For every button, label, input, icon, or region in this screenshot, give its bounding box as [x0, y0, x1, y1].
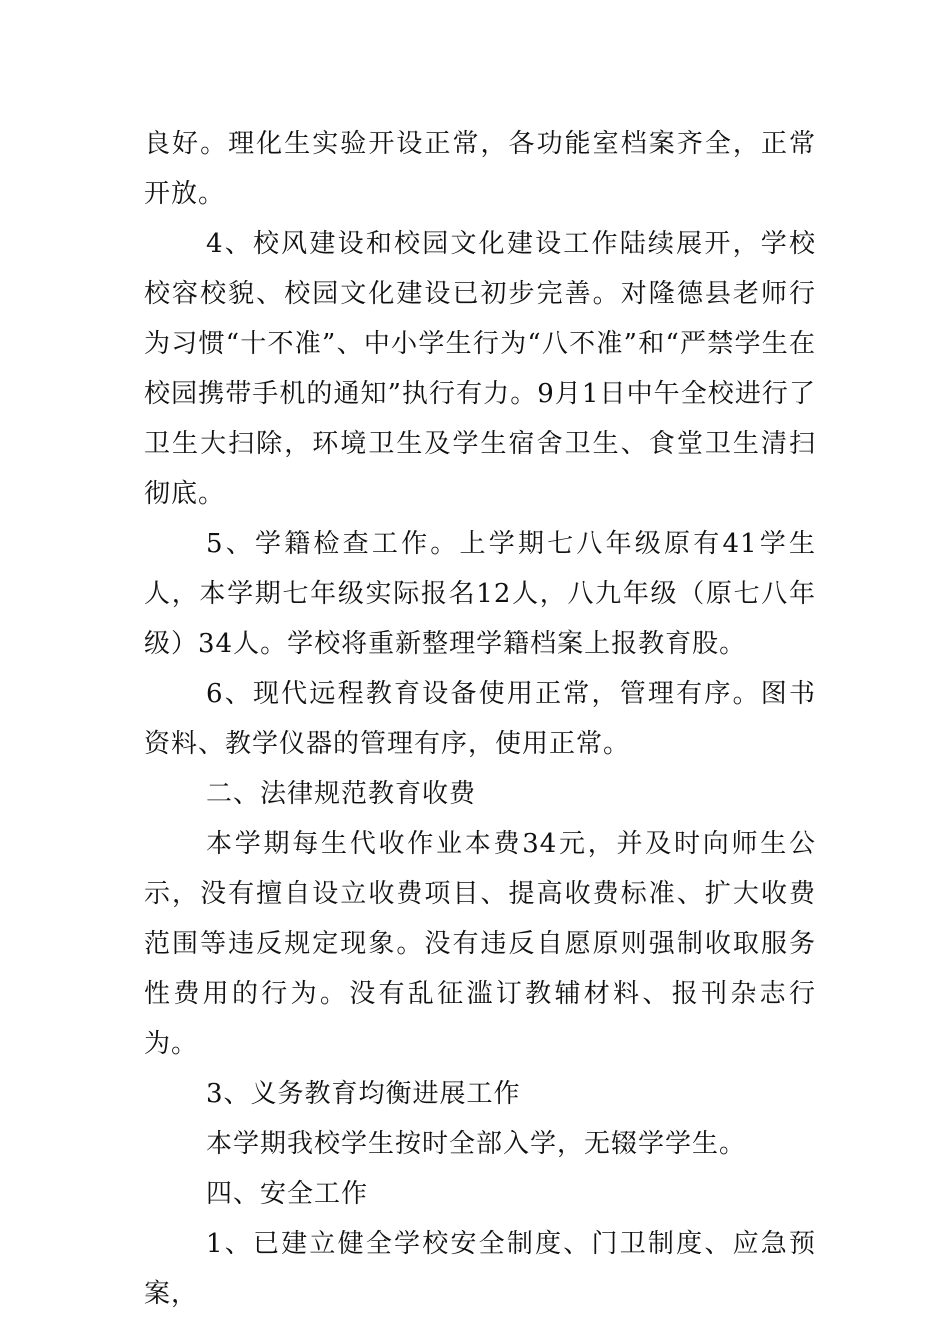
paragraph-remote-education: 6、现代远程教育设备使用正常，管理有序。图书资料、教学仪器的管理有序，使用正常。 — [144, 679, 816, 759]
paragraph-campus-culture: 4、校风建设和校园文化建设工作陆续展开，学校校容校貌、校园文化建设已初步完善。对隆德县老师行为习惯“十不准”、中小学生行为“八不准”和“严禁学生在校园携带手机的通知”执行有力。9月1日中午全校进行了卫生大扫除，环境卫生及学生宿舍卫生、食堂卫生清扫彻底。 — [144, 229, 816, 509]
section-heading-fees: 二、法律规范教育收费 — [206, 779, 477, 809]
paragraph-student-registry: 5、学籍检查工作。上学期七八年级原有41学生人，本学期七年级实际报名12人，八九年级（原七八年级）34人。学校将重新整理学籍档案上报教育股。 — [144, 529, 816, 659]
paragraph-enrollment: 本学期我校学生按时全部入学，无辍学学生。 — [206, 1129, 747, 1159]
section-heading-balanced-education: 3、义务教育均衡进展工作 — [206, 1079, 521, 1109]
section-heading-safety: 四、安全工作 — [206, 1179, 369, 1209]
paragraph-fees: 本学期每生代收作业本费34元，并及时向师生公示，没有擅自设立收费项目、提高收费标准、扩大收费范围等违反规定现象。没有违反自愿原则强制收取服务性费用的行为。没有乱征滥订教辅材料、报刊杂志行为。 — [144, 829, 816, 1059]
paragraph-lab-status: 良好。理化生实验开设正常，各功能室档案齐全，正常开放。 — [144, 129, 816, 209]
document-body — [144, 119, 816, 1319]
paragraph-safety-system: 1、已建立健全学校安全制度、门卫制度、应急预案， — [144, 1229, 816, 1309]
